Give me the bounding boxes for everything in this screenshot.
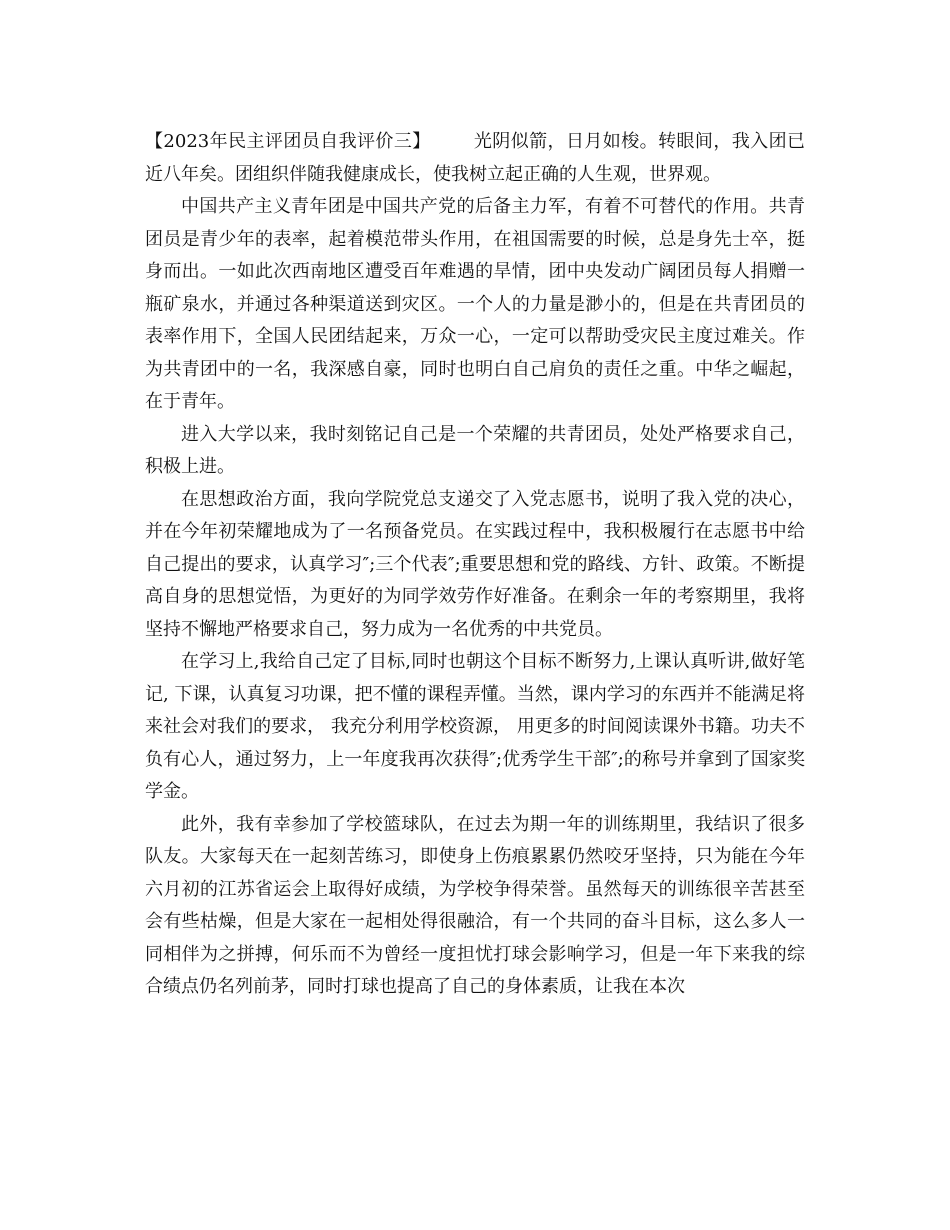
paragraph-text: 光阴似箭，日月如梭。转眼间，我入团已近八年矣。团组织伴随我健康成长，使我树立起正确的人生观，世界观。: [145, 131, 806, 185]
paragraph-political-thought: 在思想政治方面，我向学院党总支递交了入党志愿书，说明了我入党的决心，并在今年初荣耀地成为了一名预备党员。在实践过程中，我积极履行在志愿书中给自己提出的要求，认真学习″;三个代表″;重要思想和党的路线、方针、政策。不断提高自身的思想觉悟，为更好的为同学效劳作好准备。在剩余一年的考察期里，我将坚持不懈地严格要求自己，努力成为一名优秀的中共党员。: [145, 488, 805, 640]
document-body: [145, 126, 805, 1004]
paragraph-youth-league: 中国共产主义青年团是中国共产党的后备主力军，有着不可替代的作用。共青团员是青少年的表率，起着模范带头作用，在祖国需要的时候，总是身先士卒，挺身而出。一如此次西南地区遭受百年难遇的旱情，团中央发动广阔团员每人捐赠一瓶矿泉水，并通过各种渠道送到灾区。一个人的力量是渺小的，但是在共青团员的表率作用下，全国人民团结起来，万众一心，一定可以帮助受灾民主度过难关。作为共青团中的一名，我深感自豪，同时也明白自己肩负的责任之重。中华之崛起，在于青年。: [145, 196, 805, 412]
paragraph-university: 进入大学以来，我时刻铭记自己是一个荣耀的共青团员，处处严格要求自己，积极上进。: [145, 423, 805, 477]
paragraph-basketball: 此外，我有幸参加了学校篮球队，在过去为期一年的训练期里，我结识了很多队友。大家每天在一起刻苦练习，即使身上伤痕累累仍然咬牙坚持，只为能在今年六月初的江苏省运会上取得好成绩，为学校争得荣誉。虽然每天的训练很辛苦甚至会有些枯燥，但是大家在一起相处得很融洽，有一个共同的奋斗目标，这么多人一同相伴为之拼搏，何乐而不为曾经一度担忧打球会影响学习，但是一年下来我的综合绩点仍名列前茅，同时打球也提高了自己的身体素质，让我在本次: [145, 813, 805, 997]
document-title: 【2023年民主评团员自我评价三】: [145, 131, 431, 152]
paragraph-intro: [145, 126, 805, 191]
paragraph-study: 在学习上,我给自己定了目标,同时也朝这个目标不断努力,上课认真听讲,做好笔记, 下课，认真复习功课，把不懂的课程弄懂。当然，课内学习的东西并不能满足将来社会对我们的要求， 我充分利用学校资源， 用更多的时间阅读课外书籍。功夫不负有心人，通过努力，上一年度我再次获得″;优秀学生干部″;的称号并拿到了国家奖学金。: [145, 651, 805, 802]
